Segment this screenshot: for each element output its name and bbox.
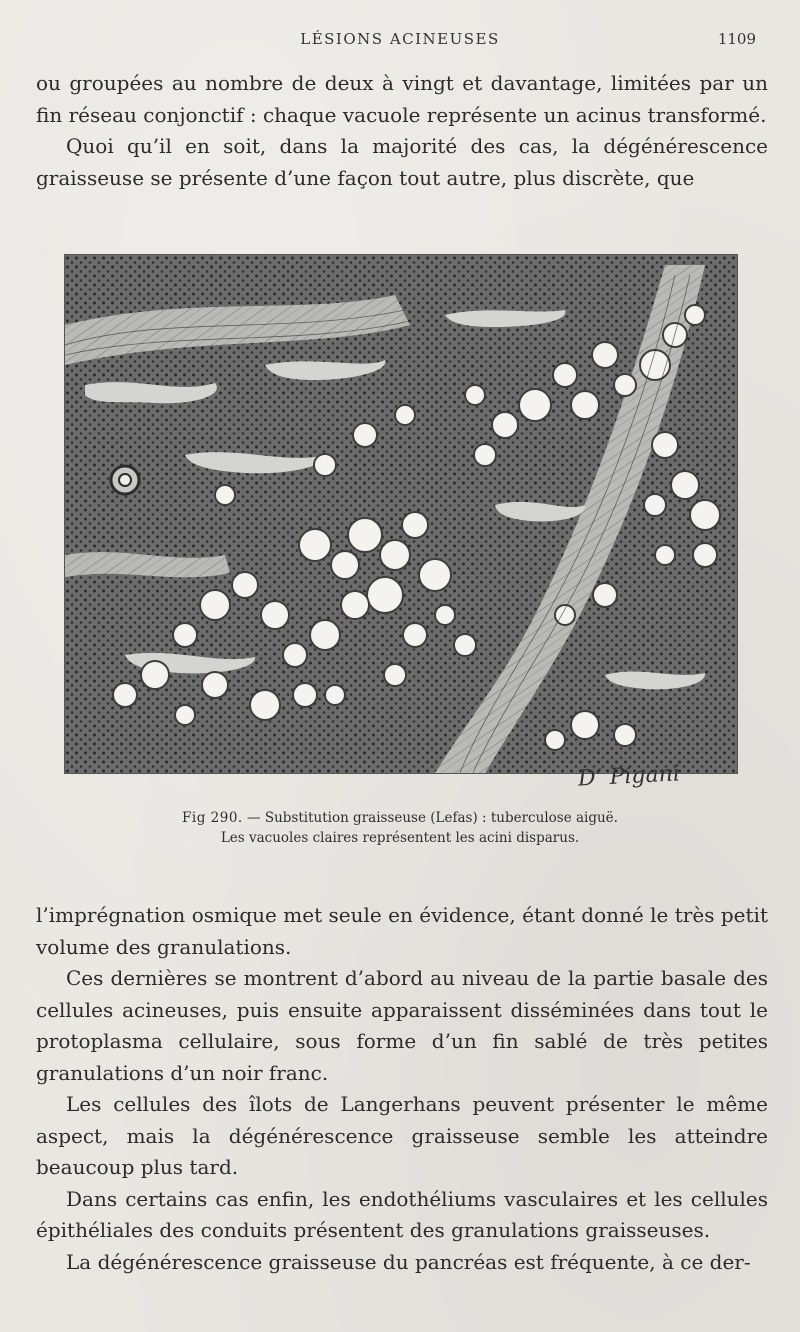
paragraph: Dans certains cas enfin, les endothéliums vasculaires et les cellules épithéliales des conduits présentent des granulations graisseuses. <box>36 1186 768 1242</box>
text-block-top <box>36 68 768 194</box>
figure-caption <box>60 808 740 848</box>
paragraph: ou groupées au nombre de deux à vingt et davantage, limitées par un fin réseau conjonctif : chaque vacuole représente un acinus transformé. <box>36 71 768 127</box>
histology-figure <box>64 254 738 774</box>
illustrator-signature: D’ Pigani <box>577 761 681 792</box>
page-number: 1109 <box>717 30 756 48</box>
caption-line-1 <box>60 808 740 828</box>
paragraph: La dégénérescence graisseuse du pancréas est fréquente, à ce der- <box>66 1249 751 1274</box>
histology-illustration <box>65 255 737 773</box>
paragraph: Ces dernières se montrent d’abord au niveau de la partie basale des cellules acineuses, puis ensuite apparaissent disséminées dans tout le protoplasma cellulaire, sous forme d’un fin sablé de très petites granulations d’un noir franc. <box>36 966 768 1085</box>
figure-label: Fig 290. <box>182 810 243 826</box>
paragraph: Quoi qu’il en soit, dans la majorité des cas, la dégénérescence graisseuse se présente d’une façon tout autre, plus discrète, que <box>36 134 768 190</box>
paragraph: l’imprégnation osmique met seule en évidence, étant donné le très petit volume des granulations. <box>36 903 768 959</box>
paragraph: Les cellules des îlots de Langerhans peuvent présenter le même aspect, mais la dégénérescence graisseuse semble les atteindre beaucoup plus tard. <box>36 1092 768 1179</box>
running-title: LÉSIONS ACINEUSES <box>300 30 500 48</box>
running-head <box>0 30 800 54</box>
caption-text-1: — Substitution graisseuse (Lefas) : tuberculose aiguë. <box>247 810 618 826</box>
caption-line-2: Les vacuoles claires représentent les acini disparus. <box>220 830 580 846</box>
text-block-bottom <box>36 900 768 1278</box>
vessel-cross-section <box>111 466 139 494</box>
